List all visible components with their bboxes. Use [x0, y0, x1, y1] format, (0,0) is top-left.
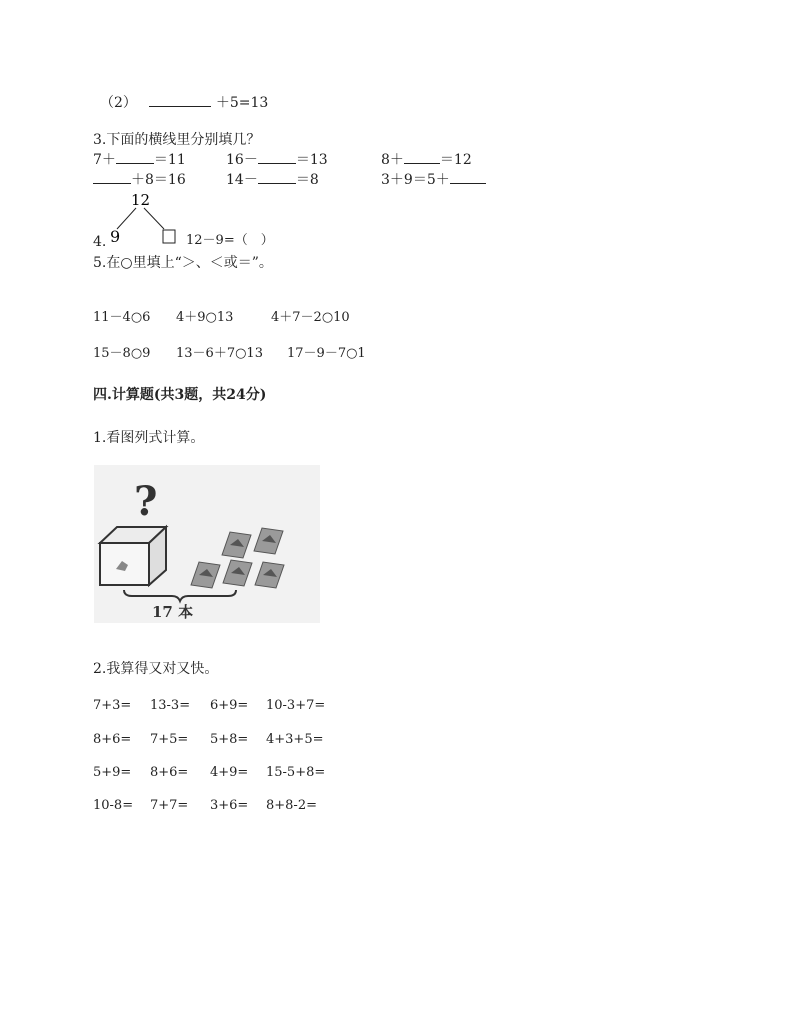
- q3-item-5-post: ＝8: [295, 172, 319, 188]
- book-icon: [222, 532, 251, 558]
- bond-left-line: [117, 208, 136, 229]
- calc-2-title: 2.我算得又对又快。: [93, 661, 219, 677]
- question-4-number: 4.: [93, 234, 107, 250]
- q3-item-6-pre: 3＋9＝5＋: [381, 172, 450, 188]
- calc-item: 4+9=: [210, 765, 249, 780]
- bond-right-line: [144, 208, 164, 229]
- calc-item: 15-5+8=: [266, 765, 326, 780]
- total-label: 17 本: [152, 603, 194, 621]
- q3-item-5-pre: 14－: [226, 172, 258, 188]
- q5-row2-item2: 13－6＋7○13: [176, 346, 263, 361]
- q5-row1-item1: 11－4○6: [93, 310, 151, 325]
- question-2-part: [100, 94, 268, 112]
- bond-top: 12: [131, 191, 151, 209]
- answer-blank[interactable]: [116, 151, 154, 164]
- calc-item: 8+6=: [150, 765, 189, 780]
- calc-1-title: 1.看图列式计算。: [93, 430, 205, 446]
- bond-answer-box[interactable]: [163, 230, 175, 243]
- q3-item-3-pre: 8＋: [381, 152, 404, 168]
- q3-item-2-post: ＝13: [295, 152, 328, 168]
- question-5-title: 5.在○里填上“＞、＜或＝”。: [93, 255, 273, 271]
- calc-item: 13-3=: [150, 698, 191, 713]
- q5-row1-item3: 4＋7－2○10: [271, 310, 350, 325]
- book-icon: [255, 562, 284, 588]
- answer-blank[interactable]: [258, 151, 296, 164]
- q5-row1-item2: 4＋9○13: [176, 310, 234, 325]
- book-icon: [223, 560, 252, 586]
- calc-item: 8+8-2=: [266, 798, 317, 813]
- brace: [124, 590, 236, 601]
- calc-item: 7+5=: [150, 732, 189, 747]
- book-icon: [254, 528, 283, 554]
- q3-item-1-pre: 7＋: [93, 152, 116, 168]
- question-3-title: 3.下面的横线里分别填几？: [93, 132, 261, 148]
- q5-row2-item1: 15－8○9: [93, 346, 151, 361]
- part-suffix: ＋5=13: [215, 95, 269, 111]
- book-icon: [191, 562, 220, 588]
- q3-item-2: [226, 151, 328, 169]
- answer-blank[interactable]: [93, 171, 131, 184]
- answer-blank[interactable]: [149, 94, 211, 107]
- q3-item-4-post: ＋8＝16: [131, 172, 186, 188]
- answer-blank[interactable]: [404, 151, 440, 164]
- calc-item: 6+9=: [210, 698, 249, 713]
- answer-blank[interactable]: [450, 171, 486, 184]
- q3-item-3: [381, 151, 472, 169]
- part-label: （2）: [100, 95, 137, 111]
- calc-item: 10-8=: [93, 798, 134, 813]
- calc-item: 7+3=: [93, 698, 132, 713]
- q5-row2-item3: 17－9－7○1: [287, 346, 366, 361]
- answer-blank[interactable]: [258, 171, 296, 184]
- section-4-title: 四.计算题(共3题，共24分): [93, 387, 267, 403]
- calc-item: 5+8=: [210, 732, 249, 747]
- q3-item-1-post: ＝11: [153, 152, 186, 168]
- calc-item: 7+7=: [150, 798, 189, 813]
- calc-item: 4+3+5=: [266, 732, 324, 747]
- q3-item-1: [93, 151, 186, 169]
- calc-item: 3+6=: [210, 798, 249, 813]
- calc-item: 10-3+7=: [266, 698, 326, 713]
- question-4-equation: 12－9=（ ）: [186, 233, 274, 248]
- q3-item-6: [381, 171, 486, 189]
- q3-item-4: [93, 171, 186, 189]
- box-and-books-illustration: [94, 465, 320, 623]
- question-mark-icon: ?: [134, 478, 158, 525]
- calc-item: 8+6=: [93, 732, 132, 747]
- q3-item-2-pre: 16－: [226, 152, 258, 168]
- q3-item-5: [226, 171, 319, 189]
- bond-left: 9: [110, 227, 121, 246]
- number-bond-diagram: [105, 190, 185, 246]
- calc-1-picture: [94, 465, 320, 623]
- q3-item-3-post: ＝12: [439, 152, 472, 168]
- calc-item: 5+9=: [93, 765, 132, 780]
